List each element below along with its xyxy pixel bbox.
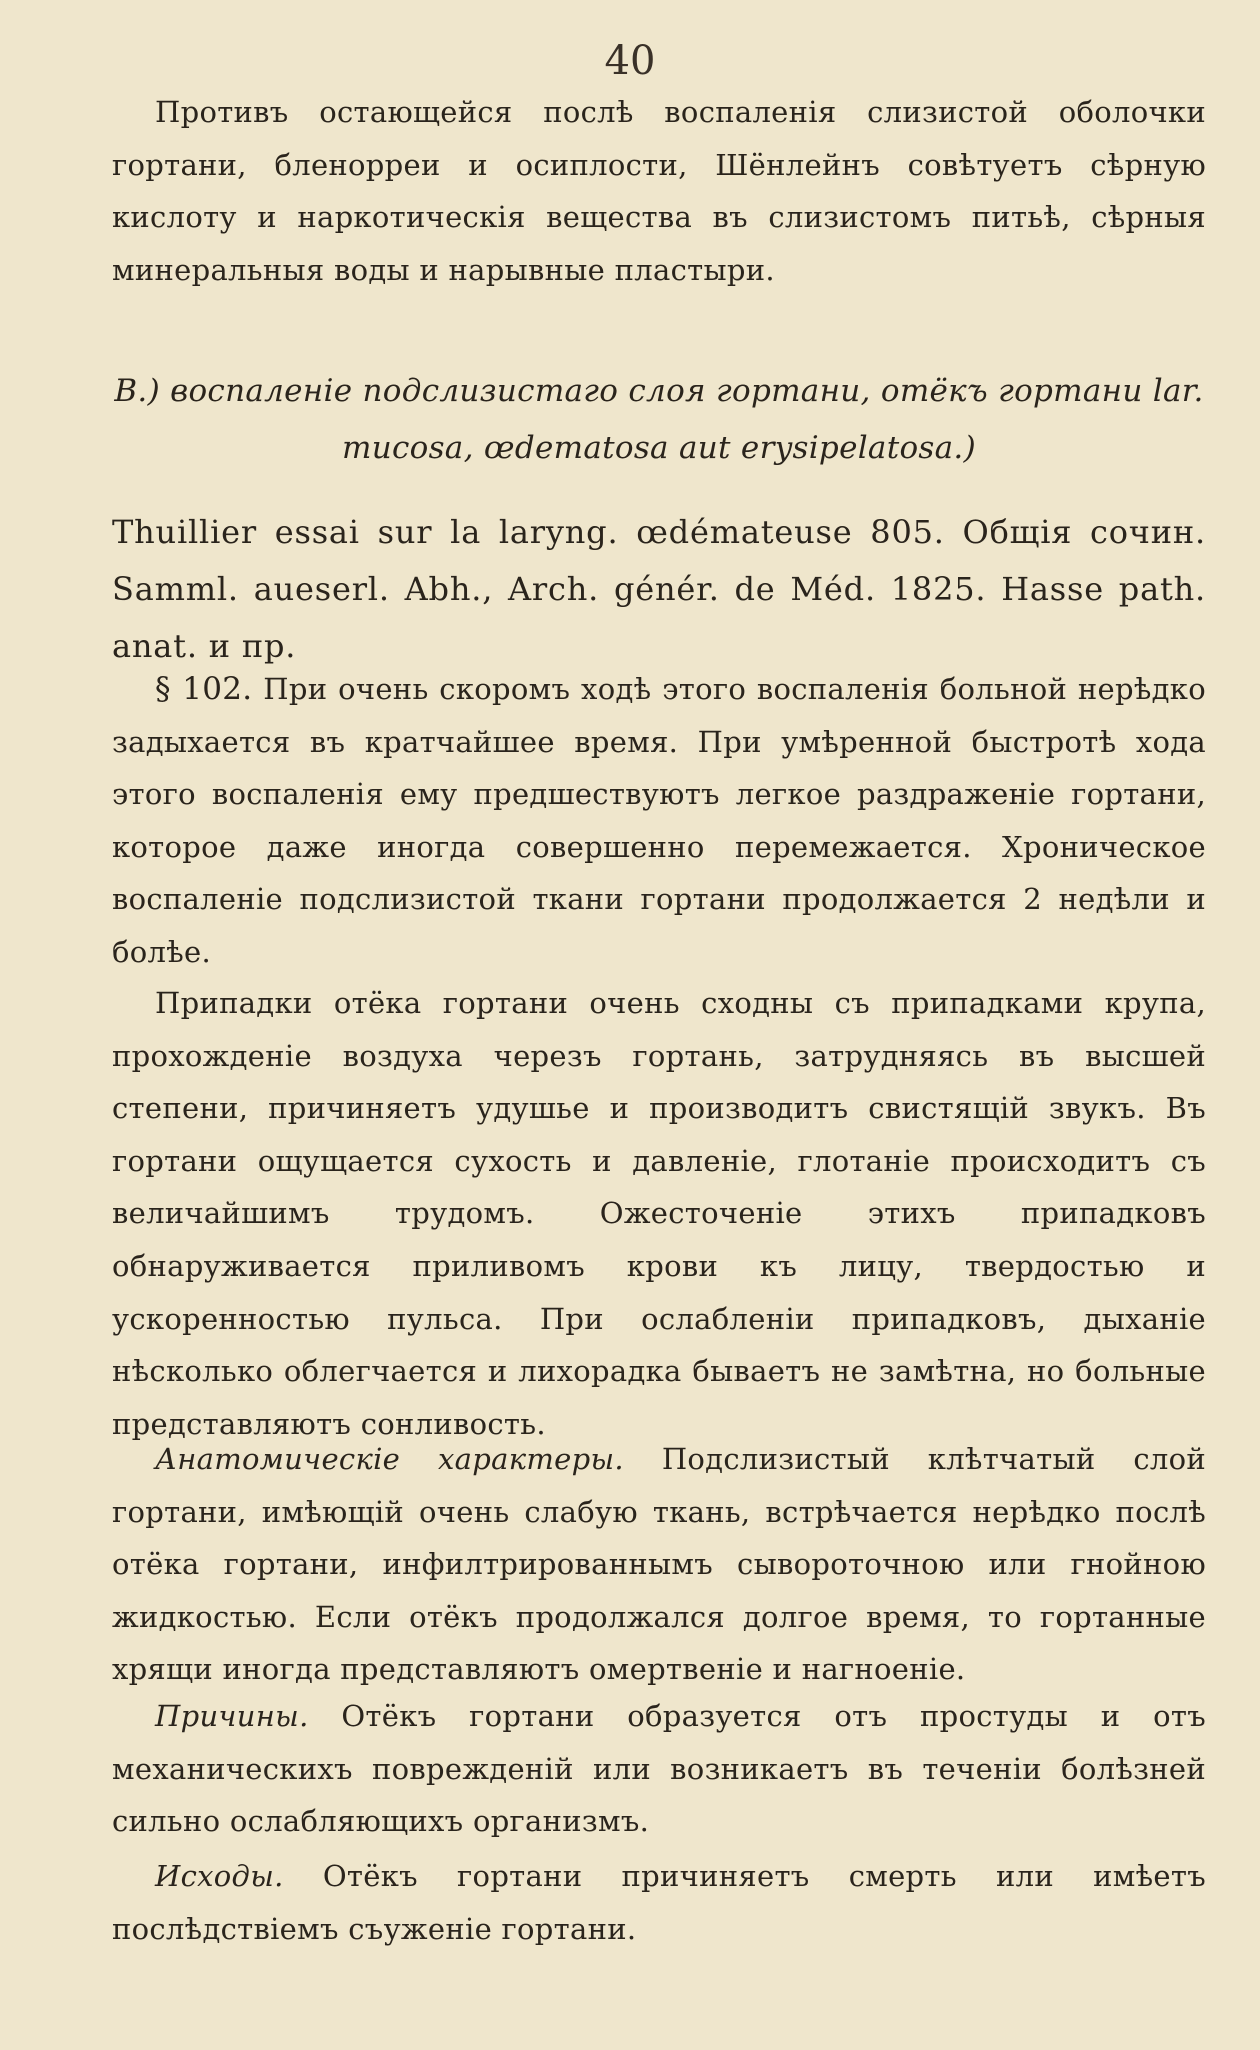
course-text: При очень скоромъ ходѣ этого воспаленія больной нерѣдко задыхается въ кратчайшее время. При умѣренной быстротѣ хода этого воспаленія ему предшествуютъ легкое раздраженіе гортани, которое даже иногда совершенно перемежается. Хроническое воспаленіе подслизистой ткани гортани продолжается 2 недѣли и болѣе. [112, 672, 1206, 969]
outcomes-label: Исходы. [155, 1859, 284, 1893]
paragraph-course [112, 663, 1206, 979]
references: Thuillier essai sur la laryng. œdématеuse 805. Общія сочин. Samml. auеserl. Abh., Arch. génér. de Méd. 1825. Hasse path. anat. и пр. [112, 513, 1206, 665]
page-number: 40 [604, 38, 656, 84]
causes-text: Отёкъ гортани образуется отъ простуды и отъ механическихъ поврежденій или возникаетъ въ теченіи болѣзней сильно ослабляющихъ организмъ. [112, 1699, 1206, 1839]
paragraph-causes [112, 1690, 1206, 1848]
causes-label: Причины. [155, 1699, 309, 1733]
paragraph-outcomes [112, 1850, 1206, 1955]
paragraph-anatomy [112, 1433, 1206, 1696]
section-heading: B.) воспаленіе подслизистаго слоя гортани, отёкъ гортани lar. mucosa, œdematosa aut erysipelatosa.) [114, 373, 1204, 466]
paragraph-symptoms: Припадки отёка гортани очень сходны съ припадками крупа, прохожденіе воздуха черезъ гортань, затрудняясь въ высшей степени, причиняетъ удушье и производитъ свистящій звукъ. Въ гортани ощущается сухость и давленіе, глотаніе происходитъ съ величайшимъ трудомъ. Ожесточеніе этихъ припадковъ обнаруживается приливомъ крови къ лицу, твердостью и ускоренностью пульса. При ослабленіи припадковъ, дыханіе нѣсколько облегчается и лихорадка бываетъ не замѣтна, но больные представляютъ сонливость. [112, 986, 1206, 1441]
anatomy-label: Анатомическіе характеры. [155, 1442, 624, 1476]
outcomes-text: Отёкъ гортани причиняетъ смерть или имѣетъ послѣдствіемъ съуженіе гортани. [112, 1859, 1206, 1946]
section-number: § 102. [155, 671, 253, 707]
anatomy-text: Подслизистый клѣтчатый слой гортани, имѣющій очень слабую ткань, встрѣчается нерѣдко послѣ отёка гортани, инфилтрированнымъ сывороточною или гнойною жидкостью. Если отёкъ продолжался долгое время, то гортанные хрящи иногда представляютъ омертвеніе и нагноеніе. [112, 1442, 1207, 1687]
paragraph-treatment: Противъ остающейся послѣ воспаленія слизистой оболочки гортани, бленорреи и осиплости, Шёнлейнъ совѣтуетъ сѣрную кислоту и наркотическія вещества въ слизистомъ питьѣ, сѣрныя минеральныя воды и нарывные пластыри. [112, 95, 1206, 287]
